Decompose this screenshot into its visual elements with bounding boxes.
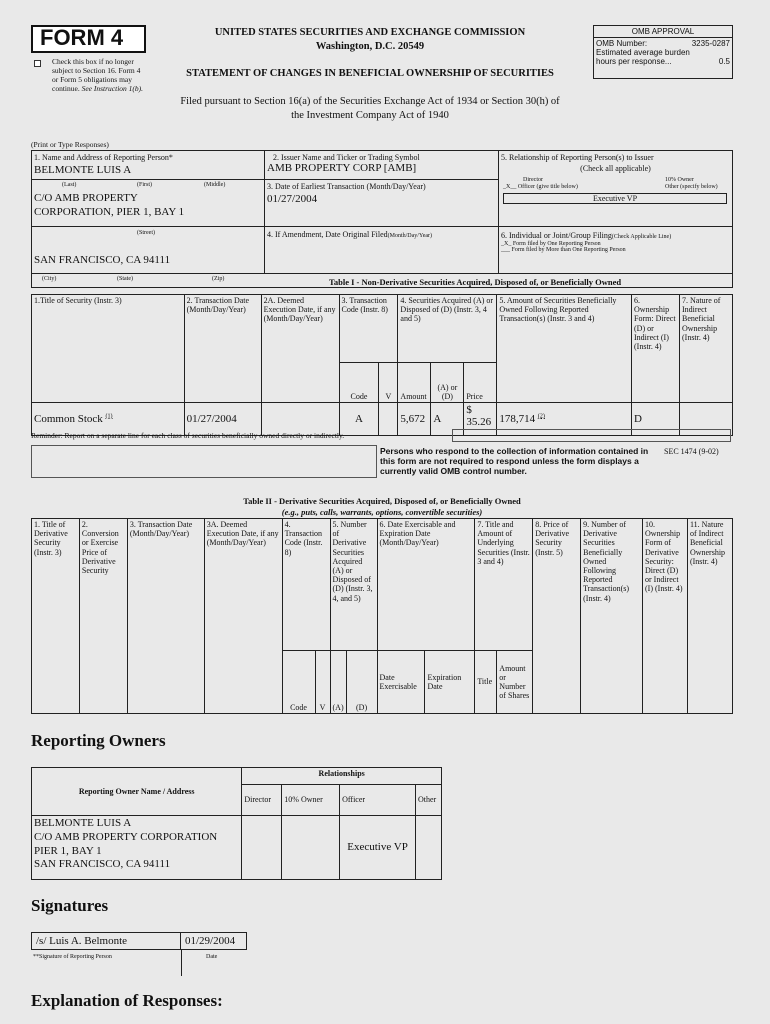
officer-title: Executive VP	[592, 194, 638, 203]
owner-ten-pct	[282, 816, 340, 880]
address-line2: CORPORATION, PIER 1, BAY 1	[34, 206, 185, 218]
table2-header-row	[32, 519, 733, 651]
signature-block	[31, 932, 247, 976]
sec-code: SEC 1474 (9-02)	[664, 447, 719, 456]
top-grid	[31, 150, 733, 288]
owners-col-name: Reporting Owner Name / Address	[32, 768, 242, 816]
t2-sh-v: V	[315, 651, 330, 714]
amendment-label: 4. If Amendment, Date Original Filed	[267, 230, 388, 239]
t2-sh-title: Title	[475, 651, 497, 714]
reporting-person-label: 1. Name and Address of Reporting Person	[34, 153, 169, 162]
t2-sh-amount: Amount or Number of Shares	[497, 651, 533, 714]
divider	[32, 273, 732, 274]
date-label: Date	[206, 954, 218, 960]
owner-other	[415, 816, 441, 880]
table2	[31, 518, 733, 714]
t1-sh-code: Code	[339, 363, 379, 403]
t1-v	[379, 403, 398, 436]
t2-h10: 10. Ownership Form of Derivative Security: Direct (D) or Indirect (I) (Instr. 4)	[643, 519, 688, 714]
filing-more-label: Form filed by More than One Reporting Person	[511, 247, 626, 253]
filing-label: 6. Individual or Joint/Group Filing	[501, 231, 612, 240]
notice-empty-box	[31, 445, 377, 478]
t1-h-code: 3. Transaction Code (Instr. 8)	[339, 295, 398, 363]
other-option[interactable]: Other (specify below)	[665, 184, 718, 190]
signature-label: Signature of Reporting Person	[39, 954, 112, 960]
omb-title: OMB APPROVAL	[594, 26, 732, 38]
form-title: FORM 4	[40, 25, 124, 50]
t1-form: D	[632, 403, 680, 436]
t2-sh-a: (A)	[330, 651, 346, 714]
t2-sh-exp: Expiration Date	[425, 651, 475, 714]
owner-address-line: C/O AMB PROPERTY CORPORATION	[34, 830, 218, 843]
t2-h11: 11. Nature of Indirect Beneficial Ownership (Instr. 4)	[687, 519, 732, 714]
t2-h6: 6. Date Exercisable and Expiration Date (Month/Day/Year)	[377, 519, 475, 651]
omb-burden-label: Estimated average burden	[596, 48, 690, 57]
filed-pursuant-line1: Filed pursuant to Section 16(a) of the Securities Exchange Act of 1934 or Section 30(h) of	[180, 96, 560, 107]
t2-sh-date-ex: Date Exercisable	[377, 651, 425, 714]
table1-header-row	[32, 295, 733, 363]
t1-h-ownership-form: 6. Ownership Form: Direct (D) or Indirect (I) (Instr. 4)	[632, 295, 680, 403]
t1-sh-price: Price	[464, 363, 497, 403]
amendment-row	[267, 230, 497, 239]
t1-price-value: 35.26	[466, 416, 492, 429]
t1-code: A	[339, 403, 379, 436]
reminder-box	[452, 429, 731, 442]
agency-name: UNITED STATES SECURITIES AND EXCHANGE COMMISSION	[214, 27, 526, 38]
reporting-person-name: BELMONTE LUIS A	[34, 164, 132, 176]
officer-title-box	[503, 193, 727, 204]
owner-address-line: SAN FRANCISCO, CA 94111	[34, 858, 171, 871]
t1-h-amount-owned: 5. Amount of Securities Beneficially Owned Following Reported Transaction(s) (Instr. 3 and 4)	[497, 295, 632, 403]
t2-h5: 5. Number of Derivative Securities Acquired (A) or Disposed of (D) (Instr. 3, 4, and 5)	[330, 519, 377, 651]
state-label: (State)	[117, 276, 133, 282]
officer-option[interactable]: _X__ Officer (give title below)	[503, 184, 578, 190]
issuer-box	[265, 151, 499, 273]
earliest-date-label: 3. Date of Earliest Transaction (Month/Day/Year)	[267, 182, 426, 191]
see-instruction: See Instruction 1(b).	[81, 84, 144, 93]
address-line1: C/O AMB PROPERTY	[34, 192, 138, 204]
t2-h7: 7. Title and Amount of Underlying Securities (Instr. 3 and 4)	[475, 519, 533, 651]
ten-pct-option[interactable]: 10% Owner	[665, 177, 694, 183]
reporting-person-label-row	[32, 151, 264, 164]
checkbox-note	[52, 57, 144, 93]
divider	[32, 226, 265, 227]
owner-director	[242, 816, 282, 880]
print-type-note: (Print or Type Responses)	[31, 140, 109, 149]
t1-owned-value: 178,714	[499, 412, 536, 425]
amendment-sub: (Month/Day/Year)	[387, 233, 433, 239]
owner-address-line: PIER 1, BAY 1	[34, 844, 102, 857]
t1-date: 01/27/2004	[184, 403, 261, 436]
t1-aord: A	[431, 403, 464, 436]
reporting-owners-heading: Reporting Owners	[31, 731, 166, 750]
street-label: (Street)	[137, 230, 155, 236]
t2-h8: 8. Price of Derivative Security (Instr. 5)	[533, 519, 581, 714]
middle-label: (Middle)	[204, 182, 226, 188]
omb-hours-label: hours per response...	[596, 57, 672, 66]
omb-hours-value: 0.5	[718, 57, 730, 66]
owner-address-line: BELMONTE LUIS A	[34, 817, 132, 829]
signature-name: /s/ Luis A. Belmonte	[31, 932, 181, 950]
footnote-link[interactable]: (2)	[537, 413, 545, 420]
omb-number-label: OMB Number:	[596, 39, 648, 48]
director-option[interactable]: Director	[523, 177, 543, 183]
t1-h-date: 2. Transaction Date (Month/Day/Year)	[184, 295, 261, 403]
t1-h-deemed: 2A. Deemed Execution Date, if any (Month/Day/Year)	[261, 295, 339, 403]
filed-pursuant-line2: the Investment Company Act of 1940	[291, 110, 449, 121]
persons-notice: Persons who respond to the collection of information contained in this form are not required to respond unless the form displays a currently valid OMB control number.	[380, 446, 649, 477]
t2-h9: 9. Number of Derivative Securities Beneficially Owned Following Reported Transaction(s) (Instr. 4)	[581, 519, 643, 714]
owners-header-row	[32, 768, 442, 785]
owners-col-ten-pct: 10% Owner	[282, 785, 340, 816]
t1-h-nature: 7. Nature of Indirect Beneficial Ownership (Instr. 4)	[679, 295, 732, 403]
filing-one-mark: X	[504, 241, 509, 247]
earliest-date-value: 01/27/2004	[267, 193, 318, 205]
filing-box	[499, 227, 732, 273]
table-row	[32, 816, 442, 880]
table1	[31, 294, 733, 436]
t2-h2: 2. Conversion or Exercise Price of Derivative Security	[79, 519, 127, 714]
omb-approval-box	[593, 25, 733, 79]
reminder-text: Reminder: Report on a separate line for each class of securities beneficially owned directly or indirectly.	[31, 431, 345, 440]
owners-col-other: Other	[415, 785, 441, 816]
owners-col-officer: Officer	[340, 785, 416, 816]
t1-h-securities: 4. Securities Acquired (A) or Disposed of (D) (Instr. 3, 4 and 5)	[398, 295, 497, 363]
signature-star: **	[33, 954, 39, 960]
t2-h1: 1. Title of Derivative Security (Instr. 3)	[32, 519, 80, 714]
signature-label-row	[33, 954, 112, 960]
table1-title: Table I - Non-Derivative Securities Acquired, Disposed of, or Beneficially Owned	[329, 277, 622, 287]
filing-more-option[interactable]: ___ Form filed by More than One Reporting Person	[501, 247, 626, 253]
t1-security-text: Common Stock	[34, 412, 103, 425]
statement-title: STATEMENT OF CHANGES IN BENEFICIAL OWNERSHIP OF SECURITIES	[186, 68, 554, 79]
owner-address	[32, 816, 242, 880]
reporting-person-star: *	[168, 153, 173, 162]
agency-location: Washington, D.C. 20549	[315, 41, 425, 52]
issuer-value: AMB PROPERTY CORP [AMB]	[267, 162, 417, 174]
table2-subtitle: (e.g., puts, calls, warrants, options, convertible securities)	[281, 507, 483, 517]
t1-amount: 5,672	[398, 403, 431, 436]
divider	[32, 179, 265, 180]
omb-hours-row	[594, 57, 732, 66]
city-label: (City)	[42, 276, 57, 282]
city-state-zip: SAN FRANCISCO, CA 94111	[34, 254, 171, 266]
filing-one-option[interactable]: _X_ Form filed by One Reporting Person	[501, 241, 601, 247]
officer-mark: X	[506, 184, 511, 190]
owners-relationships: Relationships	[242, 768, 442, 785]
first-label: (First)	[137, 182, 152, 188]
reporting-owners-table	[31, 767, 442, 880]
owner-officer: Executive VP	[340, 816, 416, 880]
reporting-person-box	[32, 151, 265, 273]
checkbox-note-text: Check this box if no longer subject to Section 16. Form 4 or Form 5 obligations may continue.	[52, 57, 141, 93]
footnote-link[interactable]: (1)	[105, 413, 113, 420]
omb-number-row	[594, 38, 732, 48]
divider	[265, 226, 499, 227]
filing-label-row	[499, 227, 732, 240]
signatures-heading: Signatures	[31, 896, 109, 915]
explanation-heading: Explanation of Responses:	[31, 991, 223, 1010]
relationship-box	[499, 151, 732, 226]
officer-option-label: Officer (give title below)	[517, 184, 578, 190]
t1-sh-v: V	[379, 363, 398, 403]
t1-h-title: 1.Title of Security (Instr. 3)	[32, 295, 185, 403]
signature-date: 01/29/2004	[181, 932, 247, 950]
omb-number-value: 3235-0287	[691, 39, 730, 48]
t2-h3: 3. Transaction Date (Month/Day/Year)	[127, 519, 204, 714]
t2-h3a: 3A. Deemed Execution Date, if any (Month/Day/Year)	[204, 519, 282, 714]
relationship-sub: (Check all applicable)	[580, 164, 651, 173]
filing-one-label: Form filed by One Reporting Person	[512, 241, 601, 247]
owners-col-director: Director	[242, 785, 282, 816]
relationship-label: 5. Relationship of Reporting Person(s) to Issuer	[501, 153, 654, 162]
issuer-label: 2. Issuer Name and Ticker or Trading Symbol	[273, 153, 420, 162]
t2-sh-code: Code	[282, 651, 315, 714]
t2-sh-d: (D)	[346, 651, 377, 714]
no-longer-subject-checkbox[interactable]	[34, 60, 41, 67]
last-label: (Last)	[62, 182, 77, 188]
zip-label: (Zip)	[212, 276, 225, 282]
t1-sh-amount: Amount	[398, 363, 431, 403]
filing-sub: (Check Applicable Line)	[611, 234, 672, 240]
table2-title: Table II - Derivative Securities Acquired, Disposed of, or Beneficially Owned	[243, 496, 521, 506]
t1-sh-aord: (A) or (D)	[431, 363, 464, 403]
t2-h4: 4. Transaction Code (Instr. 8)	[282, 519, 330, 651]
signature-divider	[181, 950, 182, 976]
t1-price-symbol: $	[466, 404, 472, 416]
divider	[265, 179, 499, 180]
